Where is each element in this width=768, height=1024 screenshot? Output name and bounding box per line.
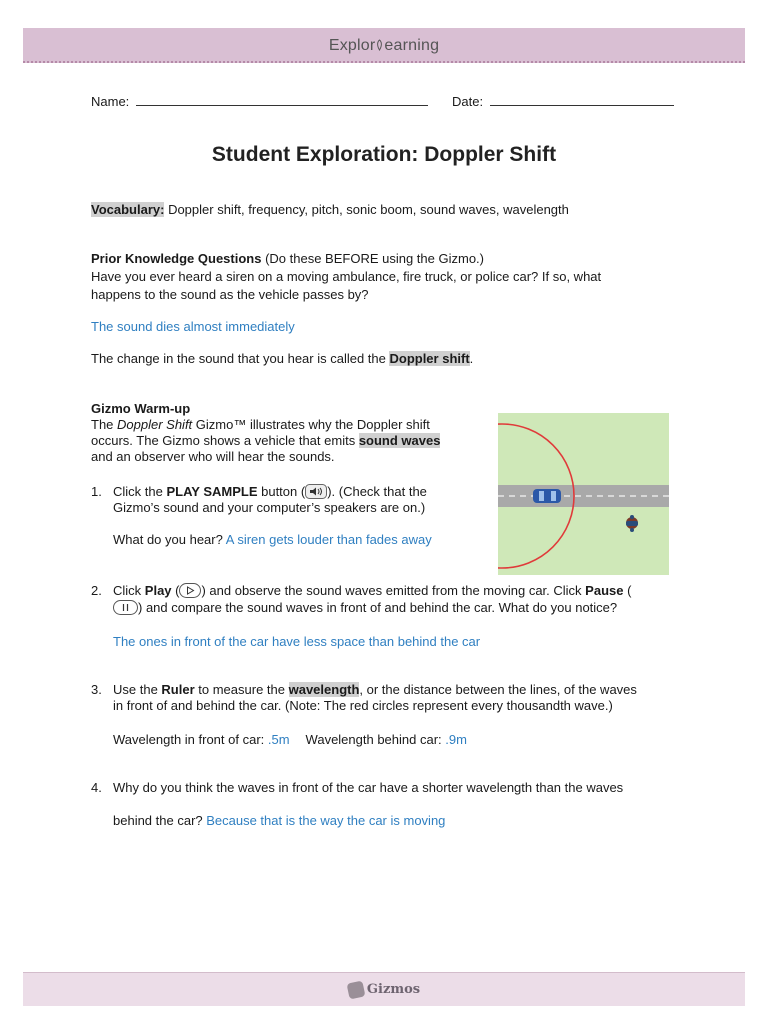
intro1-pre: The [91, 417, 118, 432]
date-line [452, 94, 674, 110]
q2-pre: Click [113, 583, 145, 598]
prior-heading: Prior Knowledge Questions [91, 251, 262, 266]
q1-mid: button ( [257, 484, 306, 499]
prior-heading-line [91, 251, 484, 267]
behind-value: .9m [445, 732, 467, 747]
date-label: Date: [452, 94, 484, 109]
q1-prompt: What do you hear? [113, 532, 226, 547]
pause-icon [113, 600, 138, 619]
q1-answer-line [113, 532, 432, 548]
q4-pre: behind the car? [113, 813, 207, 828]
q3-pre: Use the [113, 682, 162, 697]
vocabulary-line [91, 202, 569, 218]
q4-number: 4. [91, 780, 102, 795]
gizmo-scene [498, 413, 669, 575]
intro1-post: Gizmo™ illustrates why the Doppler shift [192, 417, 430, 432]
doppler-shift-term: Doppler shift [389, 351, 470, 366]
q3-measure-line [113, 732, 467, 748]
vocabulary-label: Vocabulary: [91, 202, 165, 217]
warmup-intro-3: and an observer who will hear the sounds. [91, 449, 335, 464]
intro2-pre: occurs. The Gizmo shows a vehicle that emits [91, 433, 359, 448]
q1-answer: A siren gets louder than fades away [225, 532, 432, 547]
change-text: The change in the sound that you hear is called the [91, 351, 390, 366]
q3-mid: to measure the [194, 682, 289, 697]
ruler-term: Ruler [161, 682, 195, 697]
name-line [91, 94, 428, 110]
q2-answer: The ones in front of the car have less space than behind the car [113, 634, 481, 649]
sound-waves-term: sound waves [358, 433, 441, 448]
q2-mid: ( [171, 583, 180, 598]
q4-answer: Because that is the way the car is moving [206, 813, 446, 828]
wavelength-term: wavelength [288, 682, 360, 697]
gizmos-footer [23, 972, 745, 1006]
q1-line-2: Gizmo’s sound and your computer’s speakers are on.) [113, 500, 426, 515]
q1-post: ). (Check that the [327, 484, 427, 499]
prior-answer: The sound dies almost immediately [91, 319, 295, 334]
q2-post: ) and observe the sound waves emitted from the moving car. Click [201, 583, 586, 598]
name-label: Name: [91, 94, 130, 109]
gizmos-logo-icon [346, 980, 365, 999]
vocabulary-text: Doppler shift, frequency, pitch, sonic boom, sound waves, wavelength [164, 202, 569, 217]
play-term: Play [144, 583, 172, 598]
doppler-gizmo-image [498, 413, 669, 575]
q3-number: 3. [91, 682, 102, 697]
page-title: Student Exploration: Doppler Shift [211, 143, 557, 166]
name-blank [136, 94, 428, 106]
prior-question-2: happens to the sound as the vehicle passes by? [91, 287, 369, 302]
car-icon [533, 489, 561, 503]
q3-post: , or the distance between the lines, of the waves [359, 682, 637, 697]
brand-part1: Explor [328, 37, 376, 54]
warmup-intro-1 [91, 417, 430, 433]
q3-line-1 [113, 682, 637, 698]
front-label: Wavelength in front of car: [113, 732, 268, 747]
change-period: . [469, 351, 474, 366]
brand-part2: earning [384, 37, 440, 54]
warmup-intro-2 [91, 433, 440, 449]
explorelearning-header [23, 28, 745, 63]
front-value: .5m [267, 732, 290, 747]
warmup-heading: Gizmo Warm-up [91, 401, 191, 416]
footer-brand: Gizmos [366, 982, 421, 997]
q2-line-2 [113, 600, 617, 619]
q2-end: ( [623, 583, 632, 598]
prior-question-1: Have you ever heard a siren on a moving ambulance, fire truck, or police car? If so, what [91, 269, 602, 284]
q1-pre: Click the [113, 484, 167, 499]
observer-icon [626, 515, 638, 532]
q3-line-2: in front of and behind the car. (Note: The red circles represent every thousandth wave.) [113, 698, 613, 713]
date-blank [490, 94, 674, 106]
doppler-change-line [91, 351, 473, 367]
q2-number: 2. [91, 583, 102, 598]
q2-l2-text: ) and compare the sound waves in front of and behind the car. What do you notice? [138, 600, 618, 615]
play-sample-term: PLAY SAMPLE [166, 484, 258, 499]
doppler-shift-italic: Doppler Shift [117, 417, 193, 432]
q1-number: 1. [91, 484, 102, 499]
q4-line-1: Why do you think the waves in front of the car have a shorter wavelength than the waves [113, 780, 624, 795]
behind-label: Wavelength behind car: [305, 732, 446, 747]
q4-line-2 [113, 813, 445, 829]
prior-heading-note: (Do these BEFORE using the Gizmo.) [261, 251, 484, 266]
pause-term: Pause [585, 583, 624, 598]
